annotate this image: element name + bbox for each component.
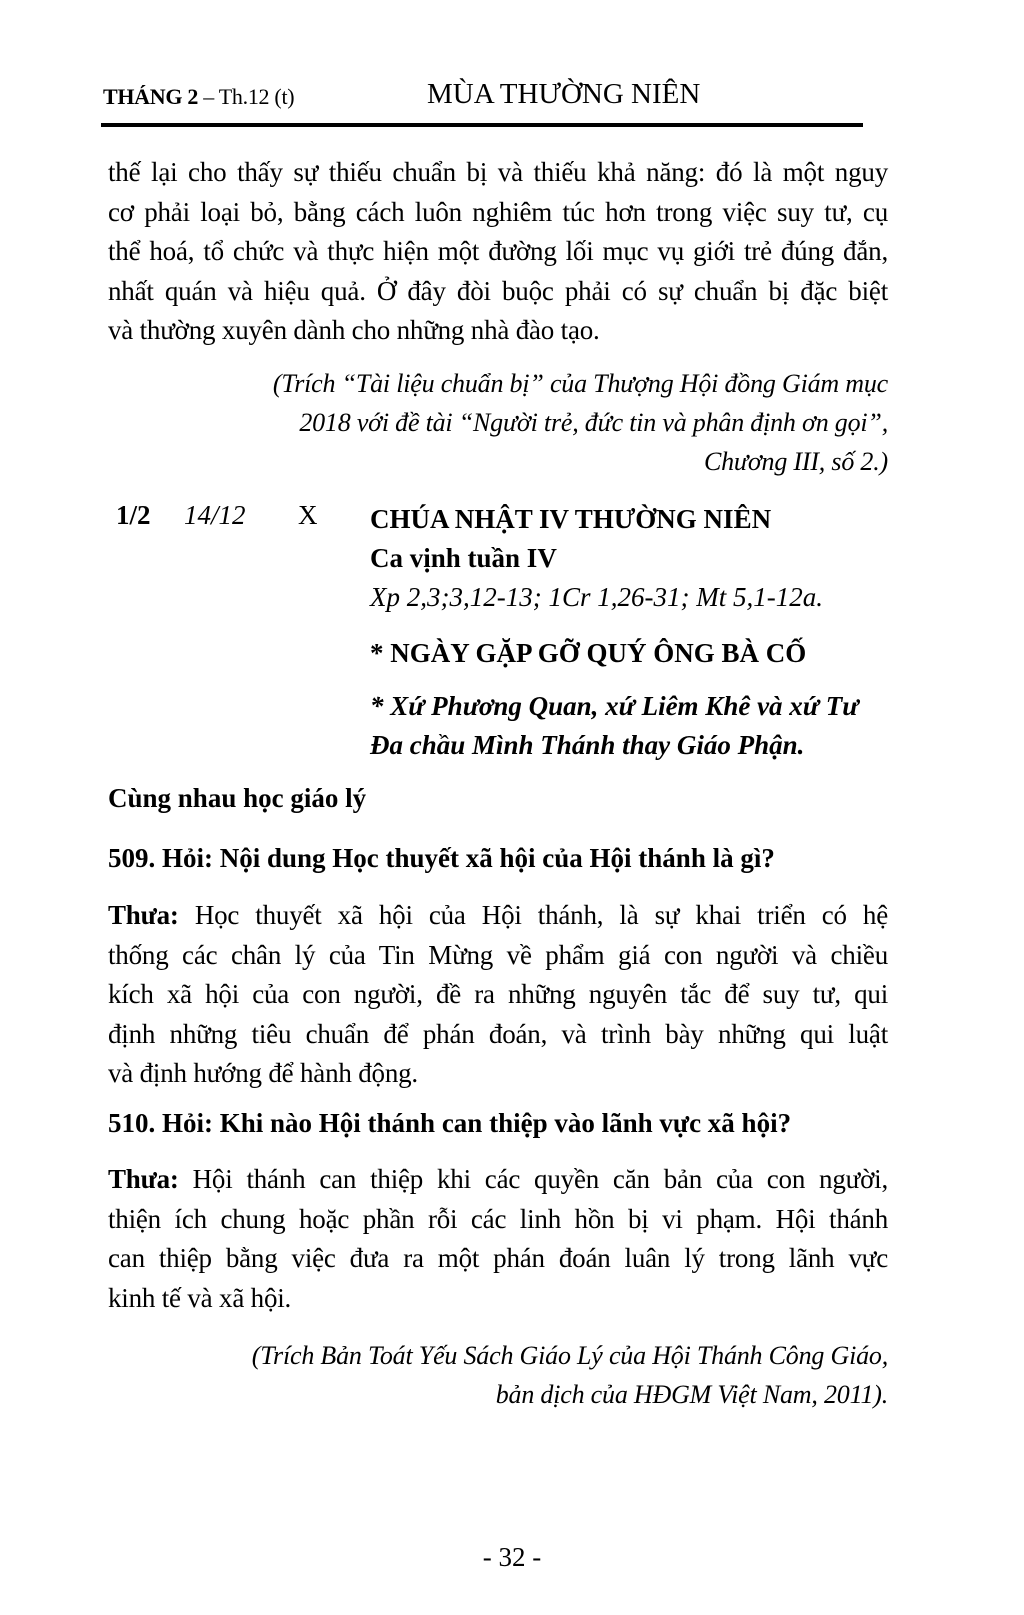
running-header	[101, 78, 863, 114]
intro-citation	[273, 364, 888, 481]
answer-text: Hội thánh can thiệp khi các quyền căn bản của con người,	[178, 1164, 888, 1194]
answer-510	[108, 1160, 888, 1318]
note-line: * Xứ Phương Quan, xứ Liêm Khê và xứ Tư	[370, 691, 859, 721]
paragraph-line: và thường xuyên dành cho những nhà đào tạo.	[108, 315, 600, 345]
catechism-citation	[252, 1336, 888, 1414]
answer-line: thiện ích chung hoặc phần rỗi các linh hồn bị vi phạm. Hội thánh	[108, 1203, 888, 1234]
header-month-label	[103, 84, 294, 110]
page-number: - 32 -	[482, 1542, 542, 1572]
citation-line: bản dịch của HĐGM Việt Nam, 2011).	[495, 1380, 888, 1409]
answer-label: Thưa:	[108, 900, 179, 930]
answer-text: Học thuyết xã hội của Hội thánh, là sự khai triển có hệ	[178, 900, 888, 930]
paragraph-line: nhất quán và hiệu quả. Ở đây đòi buộc phải có sự chuẩn bị đặc biệt	[108, 275, 888, 306]
entry-day: 1/2	[116, 500, 151, 530]
answer-line: kích xã hội của con người, đề ra những nguyên tắc để suy tư, qui	[108, 979, 888, 1009]
citation-line: Chương III, số 2.)	[703, 447, 888, 476]
answer-line: kinh tế và xã hội.	[108, 1282, 292, 1313]
calendar-entry	[370, 500, 900, 765]
entry-note-adoration	[370, 687, 900, 765]
entry-readings: Xp 2,3;3,12-13; 1Cr 1,26-31; Mt 5,1-12a.	[370, 582, 823, 612]
answer-line	[108, 1160, 888, 1200]
answer-line: can thiệp bằng việc đưa ra một phán đoán luân lý trong lãnh vực	[108, 1243, 888, 1273]
answer-line	[108, 896, 888, 936]
answer-line: và định hướng để hành động.	[108, 1058, 418, 1088]
answer-509	[108, 896, 888, 1094]
paragraph-line: thể hoá, tổ chức và thực hiện một đường lối mục vụ giới trẻ đúng đắn,	[108, 236, 888, 266]
entry-lunar-date: 14/12	[184, 500, 246, 530]
header-rule-divider	[101, 123, 863, 127]
question-510: 510. Hỏi: Khi nào Hội thánh can thiệp vào lãnh vực xã hội?	[108, 1108, 792, 1138]
paragraph-line: thế lại cho thấy sự thiếu chuẩn bị và thiếu khả năng: đó là một nguy	[108, 157, 888, 187]
header-month-suffix: – Th.12 (t)	[198, 84, 295, 109]
answer-label: Thưa:	[108, 1164, 179, 1194]
citation-line: (Trích “Tài liệu chuẩn bị” của Thượng Hội đồng Giám mục	[272, 369, 888, 398]
entry-note-grandparents-day: * NGÀY GẶP GỠ QUÝ ÔNG BÀ CỐ	[370, 638, 807, 668]
answer-line: thống các chân lý của Tin Mừng về phẩm giá con người và chiều	[108, 939, 888, 970]
intro-paragraph	[108, 153, 888, 351]
entry-title: CHÚA NHẬT IV THƯỜNG NIÊN	[370, 504, 772, 534]
header-season-title: MÙA THƯỜNG NIÊN	[427, 78, 701, 110]
entry-liturgical-color: X	[298, 500, 318, 530]
note-line: Đa chầu Mình Thánh thay Giáo Phận.	[370, 730, 805, 760]
answer-line: định những tiêu chuẩn để phán đoán, và trình bày những qui luật	[108, 1018, 888, 1049]
header-month: THÁNG 2	[103, 84, 199, 109]
entry-psalter: Ca vịnh tuần IV	[370, 543, 557, 573]
paragraph-line: cơ phải loại bỏ, bằng cách luôn nghiêm túc hơn trong việc suy tư, cụ	[108, 196, 888, 227]
catechism-section-title: Cùng nhau học giáo lý	[108, 783, 367, 813]
question-509: 509. Hỏi: Nội dung Học thuyết xã hội của Hội thánh là gì?	[108, 843, 775, 873]
citation-line: (Trích Bản Toát Yếu Sách Giáo Lý của Hội Thánh Công Giáo,	[251, 1341, 888, 1370]
citation-line: 2018 với đề tài “Người trẻ, đức tin và phân định ơn gọi”,	[299, 408, 888, 437]
